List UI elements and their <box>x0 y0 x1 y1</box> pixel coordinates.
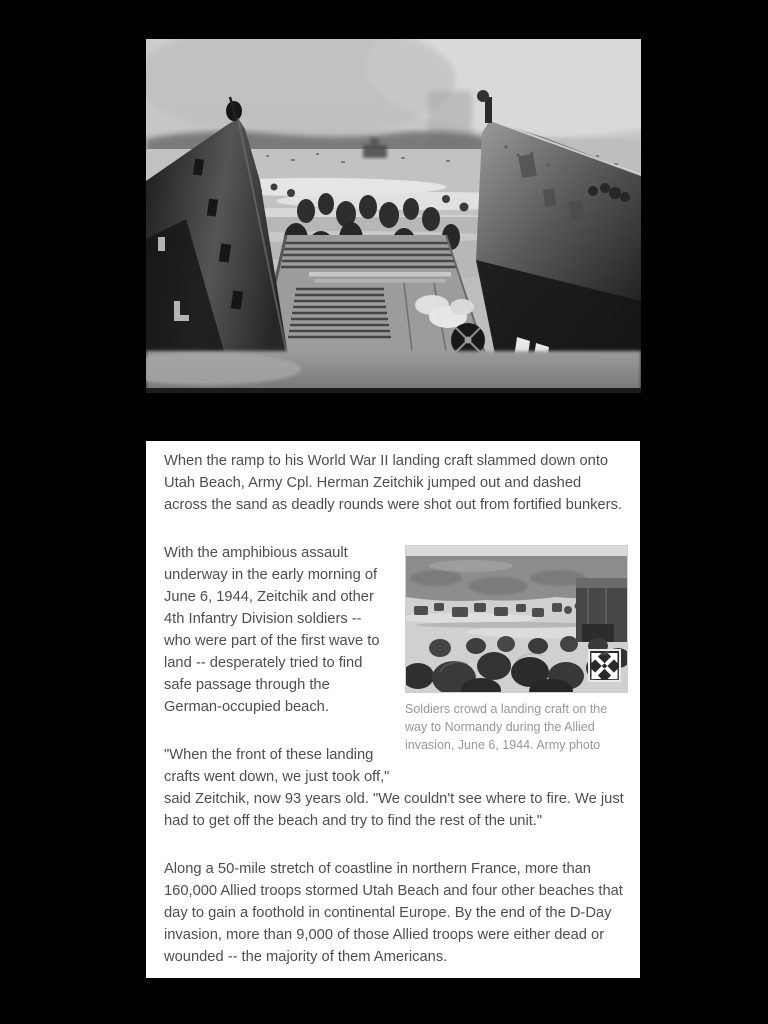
article-paragraph-1: When the ramp to his World War II landing craft slammed down onto Utah Beach, Army Cpl. Herman Zeitchik jumped out and dashed across the sand as deadly rounds were shot out from fortified bunkers. <box>164 453 623 513</box>
expand-button[interactable] <box>588 649 621 682</box>
arrows-expand-icon <box>590 593 619 739</box>
article-paragraph-2: With the amphibious assault underway in the early morning of June 6, 1944, Zeitchik and other 4th Infantry Division soldiers -- who were part of the first wave to land -- desperately tried to find safe passage through the German-occupied beach. <box>164 545 380 715</box>
hero-photo <box>146 39 641 393</box>
inline-photo <box>405 545 628 693</box>
hero-photo-illustration <box>146 39 641 393</box>
photo-caption: Soldiers crowd a landing craft on the way to Normandy during the Allied invasion, June 6, 1944. Army photo <box>405 702 608 752</box>
article-paragraph-3: "When the front of these landing crafts went down, we just took off," said Zeitchik, now 93 years old. "We couldn't see where to fire. We just had to get off the beach and try to find the rest of the unit." <box>164 747 624 829</box>
article-card <box>146 441 640 978</box>
inline-figure <box>405 545 628 754</box>
article-paragraph-4: Along a 50-mile stretch of coastline in northern France, more than 160,000 Allied troops stormed Utah Beach and four other beaches that day to gain a foothold in continental Europe. By the end of the D-Day invasion, more than 9,000 of those Allied troops were either dead or wounded -- the majority of them Americans. <box>164 861 623 965</box>
